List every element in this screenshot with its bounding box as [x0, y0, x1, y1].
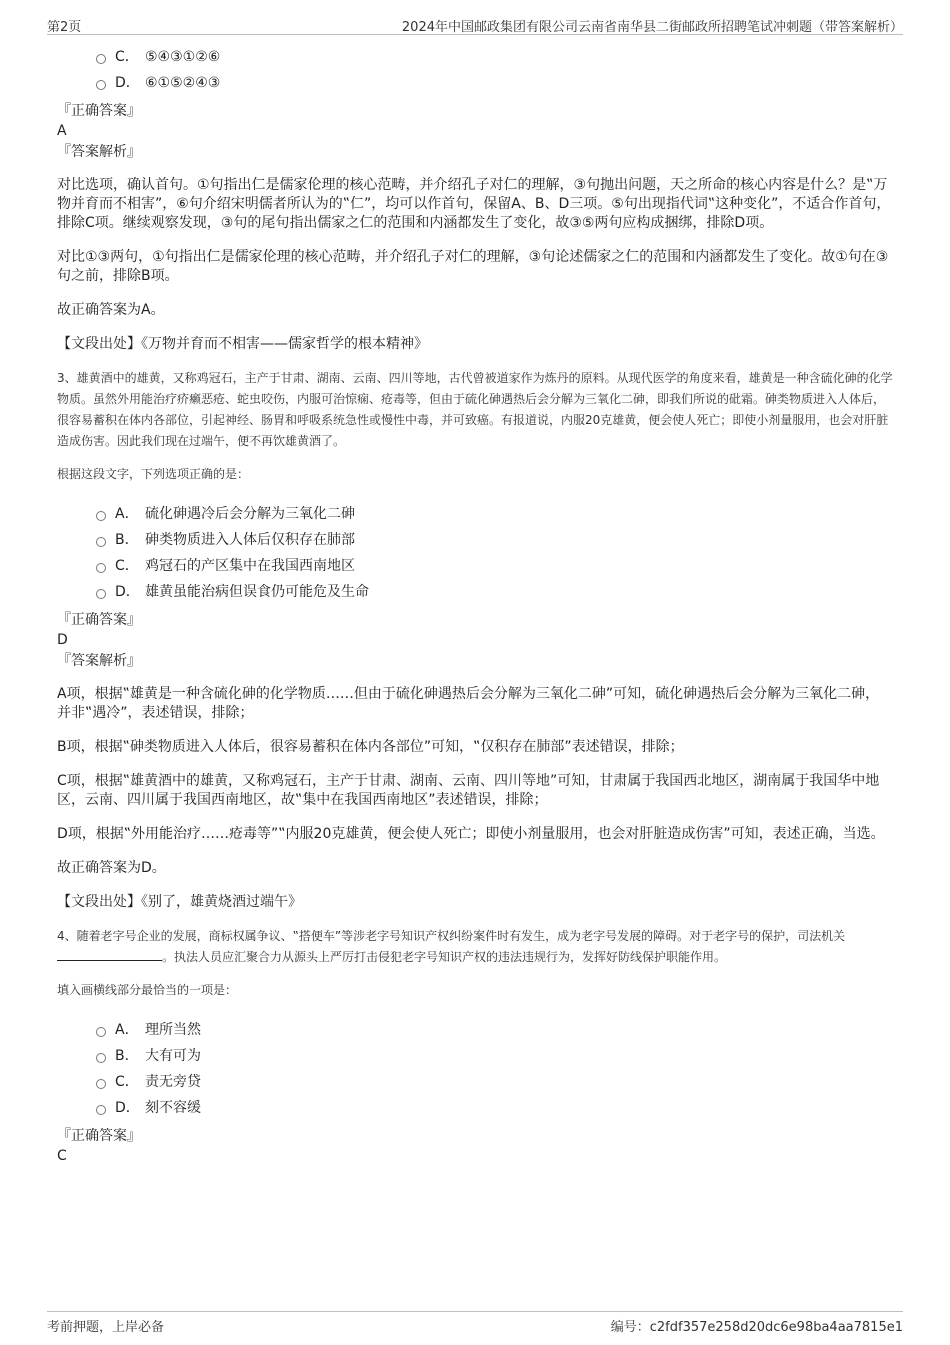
analysis-tag: 『答案解析』: [57, 144, 141, 160]
radio-icon[interactable]: [96, 1053, 106, 1063]
analysis-paragraph: 对比选项，确认首句。①句指出仁是儒家伦理的核心范畴，并介绍孔子对仁的理解，③句抛出问题，天之所命的核心内容是什么？是‟万物并育而不相害”，⑥句介绍宋明儒者所认为的‟仁”，均可以作首句，保留A、B、D三项。⑤句出现指代词‟这种变化”，不适合作首句，排除C项。继续观察发现，③句的尾句指出儒家之仁的范围和内涵都发生了变化，故③⑤两句应构成捆绑，排除D项。: [57, 177, 891, 231]
analysis-paragraph: C项，根据‟雄黄酒中的雄黄，又称鸡冠石，主产于甘肃、湖南、云南、四川等地”可知，甘肃属于我国西北地区，湖南属于我国华中地区，云南、四川属于我国西南地区，故‟集中在我国西南地区”表述错误，排除；: [57, 773, 880, 808]
radio-icon[interactable]: [96, 511, 106, 521]
footer-slogan: 考前押题，上岸必备: [47, 1320, 165, 1335]
radio-icon[interactable]: [96, 54, 106, 64]
document-body: [57, 44, 893, 1165]
q4-passage: 4、随着老字号企业的发展，商标权属争议、‟搭便车”等涉老字号知识产权纠纷案件时有发生，成为老字号发展的障碍。对于老字号的保护，司法机关。执法人员应汇聚合力从源头上严厉打击侵犯老字号知识产权的违法违规行为，发挥好防线保护职能作用。: [57, 929, 846, 964]
source-citation: 【文段出处】《万物并育而不相害——儒家哲学的根本精神》: [57, 336, 428, 352]
option-d[interactable]: D． 刻不容缓: [57, 1095, 893, 1121]
answer-tag: 『正确答案』: [57, 103, 141, 119]
correct-answer: A: [57, 123, 67, 139]
option-c[interactable]: C． ⑤④③①②⑥: [57, 44, 893, 70]
radio-icon[interactable]: [96, 80, 106, 90]
analysis-paragraph: B项，根据‟砷类物质进入人体后，很容易蓄积在体内各部位”可知，‟仅积存在肺部”表述错误，排除；: [57, 739, 684, 755]
option-c[interactable]: C． 责无旁贷: [57, 1069, 893, 1095]
source-citation: 【文段出处】《别了，雄黄烧酒过端午》: [57, 894, 302, 910]
radio-icon[interactable]: [96, 589, 106, 599]
option-d[interactable]: D． ⑥①⑤②④③: [57, 70, 893, 96]
correct-answer: C: [57, 1148, 67, 1164]
fill-in-blank: [57, 948, 162, 961]
correct-answer: D: [57, 632, 68, 648]
page-number: 第2页: [47, 20, 82, 35]
q2-options: [57, 44, 893, 96]
q3-options: [57, 501, 893, 605]
radio-icon[interactable]: [96, 1027, 106, 1037]
option-a[interactable]: A． 理所当然: [57, 1017, 893, 1043]
analysis-conclusion: 故正确答案为A。: [57, 302, 165, 318]
option-d[interactable]: D． 雄黄虽能治病但误食仍可能危及生命: [57, 579, 893, 605]
q3-prompt: 根据这段文字，下列选项正确的是：: [57, 467, 250, 481]
analysis-paragraph: A项，根据‟雄黄是一种含硫化砷的化学物质……但由于硫化砷遇热后会分解为三氧化二砷”可知，硫化砷遇热后会分解为三氧化二砷，并非‟遇冷”，表述错误，排除；: [57, 686, 880, 721]
option-a[interactable]: A． 硫化砷遇冷后会分解为三氧化二砷: [57, 501, 893, 527]
option-c[interactable]: C． 鸡冠石的产区集中在我国西南地区: [57, 553, 893, 579]
radio-icon[interactable]: [96, 1105, 106, 1115]
q3-passage: 3、雄黄酒中的雄黄，又称鸡冠石，主产于甘肃、湖南、云南、四川等地，古代曾被道家作为炼丹的原料。从现代医学的角度来看，雄黄是一种含硫化砷的化学物质。虽然外用能治疗疥癞恶疮、蛇虫咬伤，内服可治惊痫、疮毒等，但由于硫化砷遇热后会分解为三氧化二砷，即我们所说的砒霜。砷类物质进入人体后，很容易蓄积在体内各部位，引起神经、肠胃和呼吸系统急性或慢性中毒，并可致癌。有报道说，内服20克雄黄，便会使人死亡；即使小剂量服用，也会对肝脏造成伤害。因此我们现在过端午，便不再饮雄黄酒了。: [57, 371, 893, 448]
option-b[interactable]: B． 砷类物质进入人体后仅积存在肺部: [57, 527, 893, 553]
analysis-conclusion: 故正确答案为D。: [57, 860, 166, 876]
analysis-paragraph: 对比①③两句，①句指出仁是儒家伦理的核心范畴，并介绍孔子对仁的理解，③句论述儒家之仁的范围和内涵都发生了变化。故①句在③句之前，排除B项。: [57, 249, 889, 284]
radio-icon[interactable]: [96, 537, 106, 547]
answer-tag: 『正确答案』: [57, 1128, 141, 1144]
radio-icon[interactable]: [96, 1079, 106, 1089]
radio-icon[interactable]: [96, 563, 106, 573]
q4-prompt: 填入画横线部分最恰当的一项是：: [57, 983, 238, 997]
page-header: [47, 14, 903, 35]
analysis-tag: 『答案解析』: [57, 653, 141, 669]
answer-tag: 『正确答案』: [57, 612, 141, 628]
document-code: 编号：c2fdf357e258d20dc6e98ba4aa7815e1: [610, 1320, 903, 1335]
analysis-paragraph: D项，根据‟外用能治疗……疮毒等”‟内服20克雄黄，便会使人死亡；即使小剂量服用，也会对肝脏造成伤害”可知，表述正确，当选。: [57, 826, 885, 842]
document-title: 2024年中国邮政集团有限公司云南省南华县二街邮政所招聘笔试冲刺题（带答案解析）: [401, 20, 903, 35]
option-b[interactable]: B． 大有可为: [57, 1043, 893, 1069]
q4-options: [57, 1017, 893, 1121]
page-footer: [47, 1311, 903, 1336]
